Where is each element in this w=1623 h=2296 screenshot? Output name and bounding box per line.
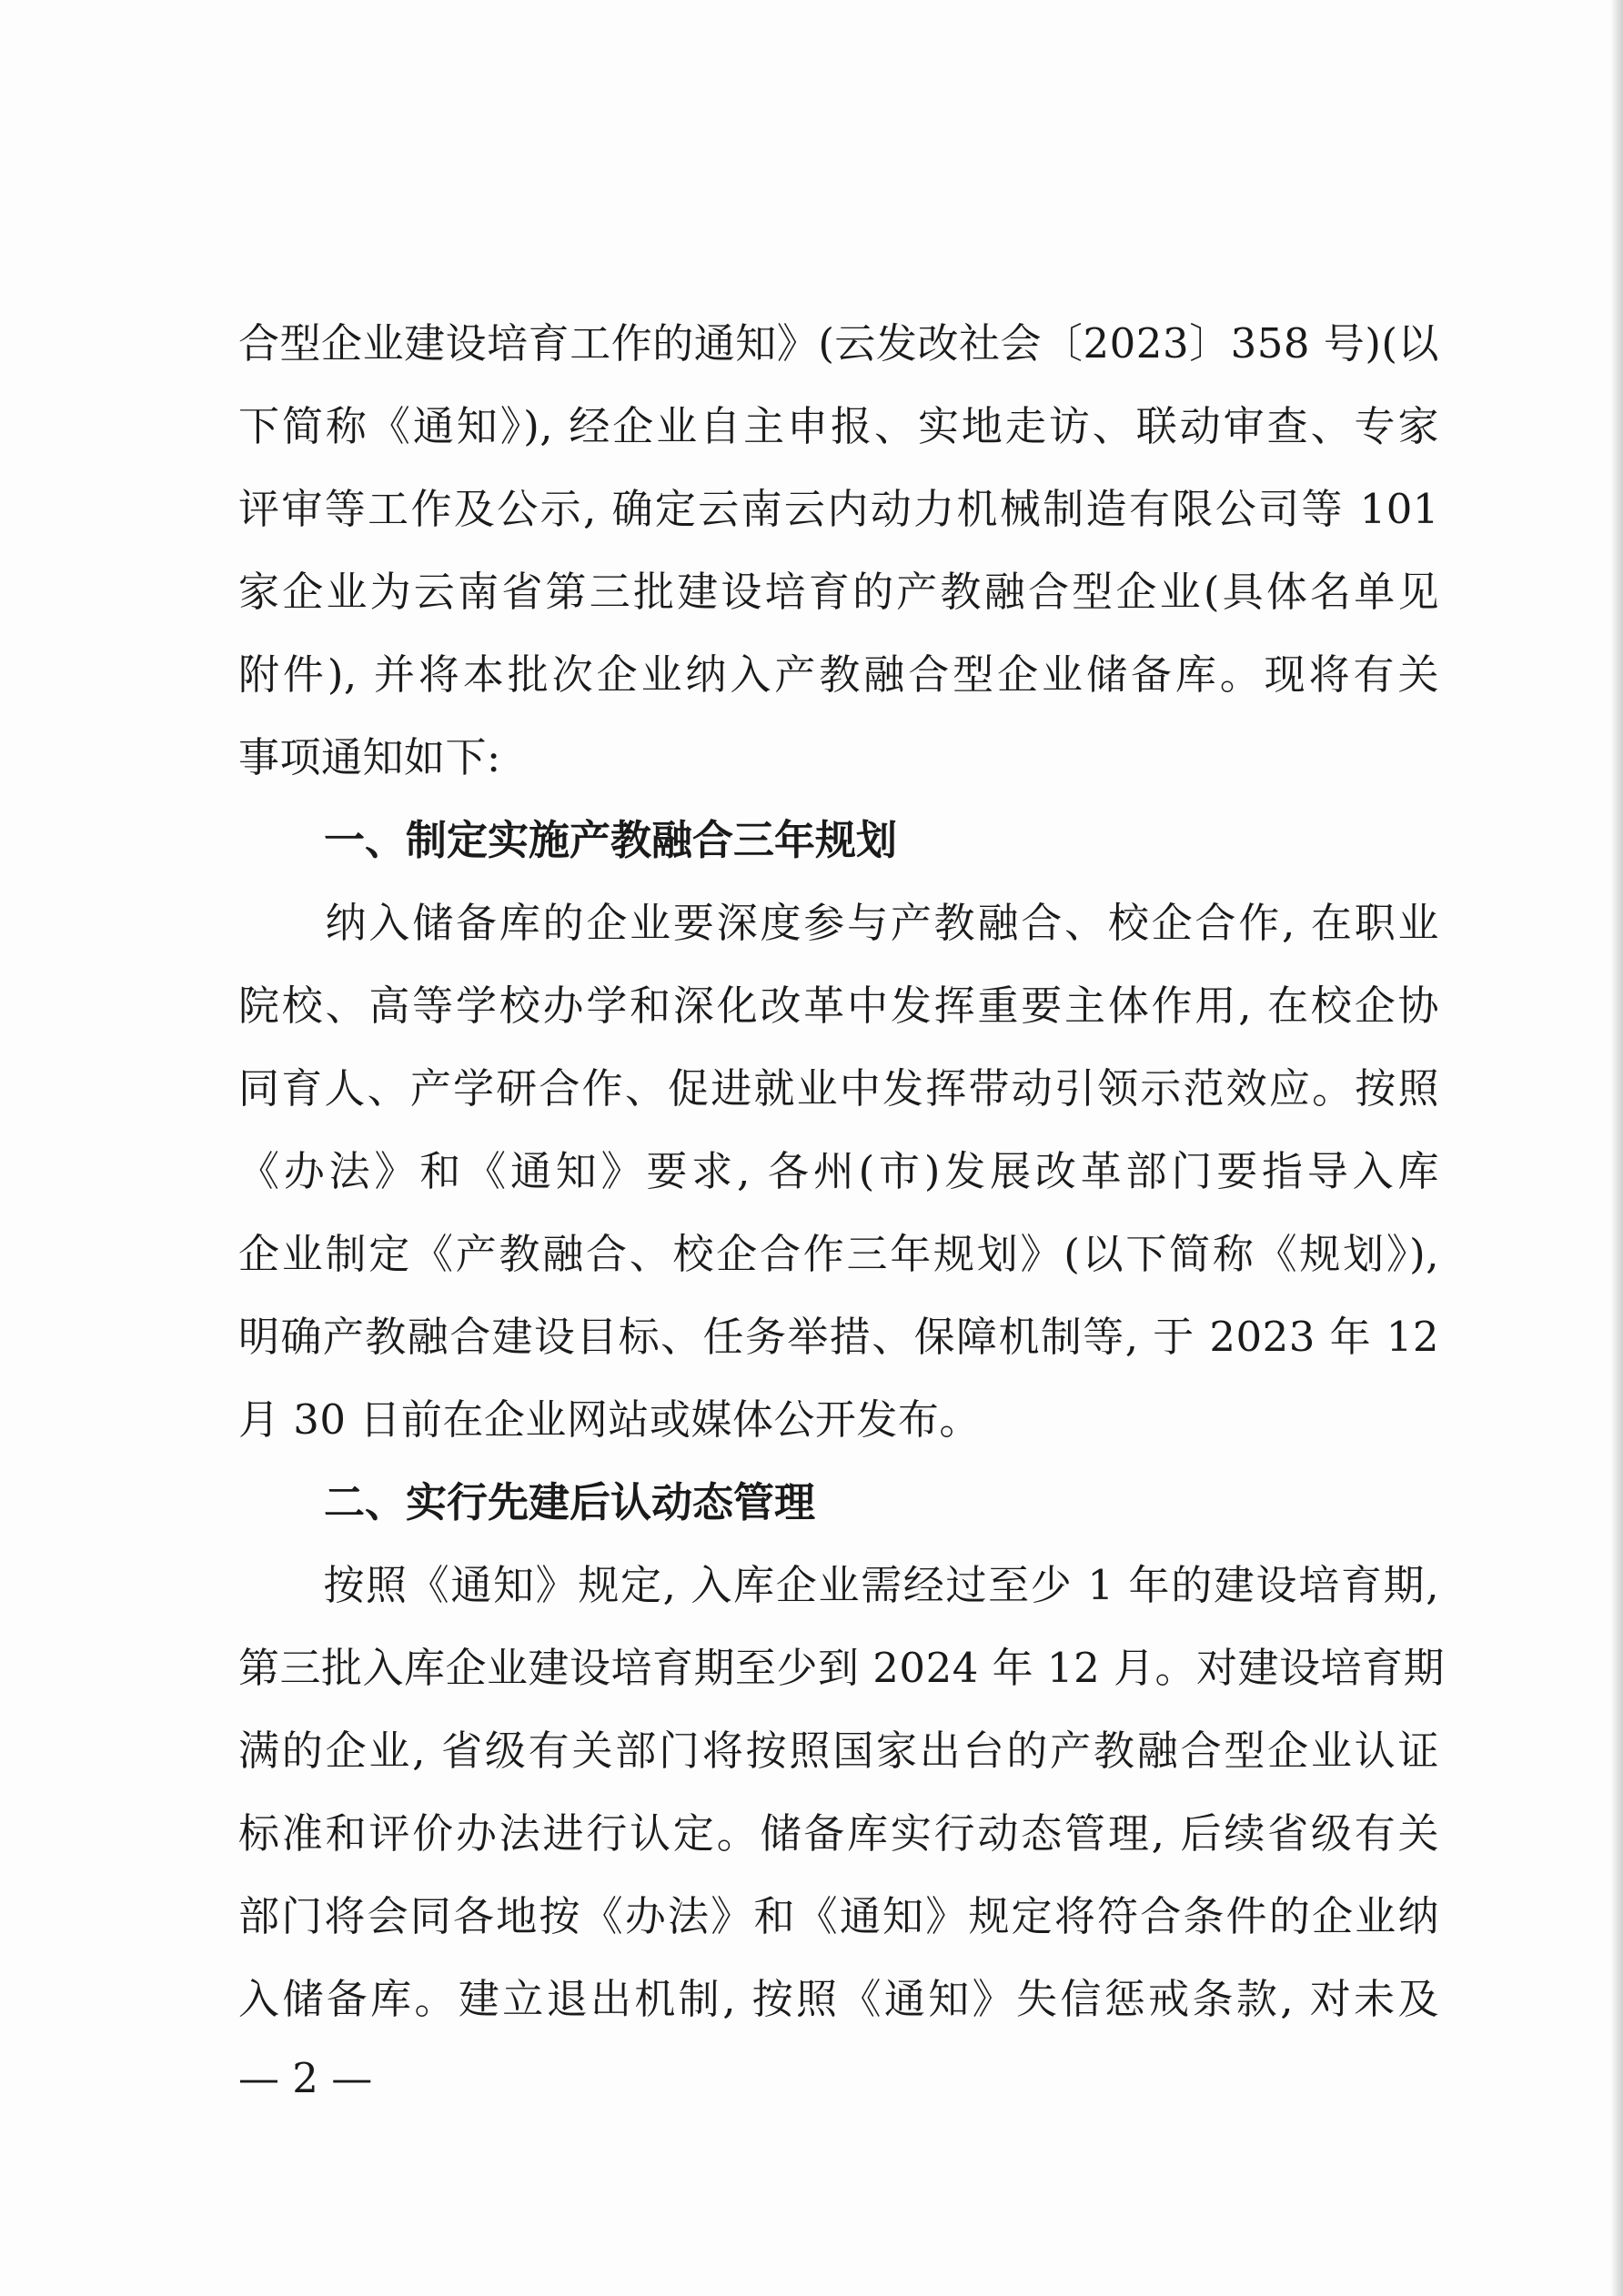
body-line: 入储备库。建立退出机制, 按照《通知》失信惩戒条款, 对未及	[238, 1975, 1439, 2023]
body-line: 第三批入库企业建设培育期至少到 2024 年 12 月。对建设培育期	[238, 1644, 1446, 1692]
body-line: 下简称《通知》), 经企业自主申报、实地走访、联动审查、专家	[238, 402, 1439, 450]
page-number: — 2 —	[238, 2054, 373, 2102]
body-line: 同育人、产学研合作、促进就业中发挥带动引领示范效应。按照	[238, 1064, 1439, 1113]
section-heading-2: 二、实行先建后认动态管理	[324, 1478, 816, 1526]
body-line: 合型企业建设培育工作的通知》(云发改社会〔2023〕358 号)(以	[238, 319, 1439, 368]
body-line: 部门将会同各地按《办法》和《通知》规定将符合条件的企业纳	[238, 1892, 1439, 1940]
body-line: 纳入储备库的企业要深度参与产教融合、校企合作, 在职业	[238, 899, 1439, 947]
body-line: 标准和评价办法进行认定。储备库实行动态管理, 后续省级有关	[238, 1809, 1439, 1858]
body-line: 明确产教融合建设目标、任务举措、保障机制等, 于 2023 年 12	[238, 1313, 1439, 1361]
section-heading-1: 一、制定实施产教融合三年规划	[324, 816, 898, 864]
body-line: 月 30 日前在企业网站或媒体公开发布。	[238, 1395, 981, 1444]
body-line: 按照《通知》规定, 入库企业需经过至少 1 年的建设培育期,	[238, 1561, 1439, 1609]
body-line: 附件), 并将本批次企业纳入产教融合型企业储备库。现将有关	[238, 650, 1439, 699]
body-line: 评审等工作及公示, 确定云南云内动力机械制造有限公司等 101	[238, 485, 1439, 533]
body-line: 家企业为云南省第三批建设培育的产教融合型企业(具体名单见	[238, 568, 1439, 616]
body-line: 《办法》和《通知》要求, 各州(市)发展改革部门要指导入库	[238, 1147, 1439, 1195]
document-body	[238, 302, 1446, 2040]
body-line: 企业制定《产教融合、校企合作三年规划》(以下简称《规划》),	[238, 1230, 1439, 1278]
scan-edge-shadow	[1610, 0, 1623, 2296]
body-line: 院校、高等学校办学和深化改革中发挥重要主体作用, 在校企协	[238, 982, 1439, 1030]
body-line: 事项通知如下:	[238, 733, 501, 781]
body-line: 满的企业, 省级有关部门将按照国家出台的产教融合型企业认证	[238, 1727, 1439, 1775]
